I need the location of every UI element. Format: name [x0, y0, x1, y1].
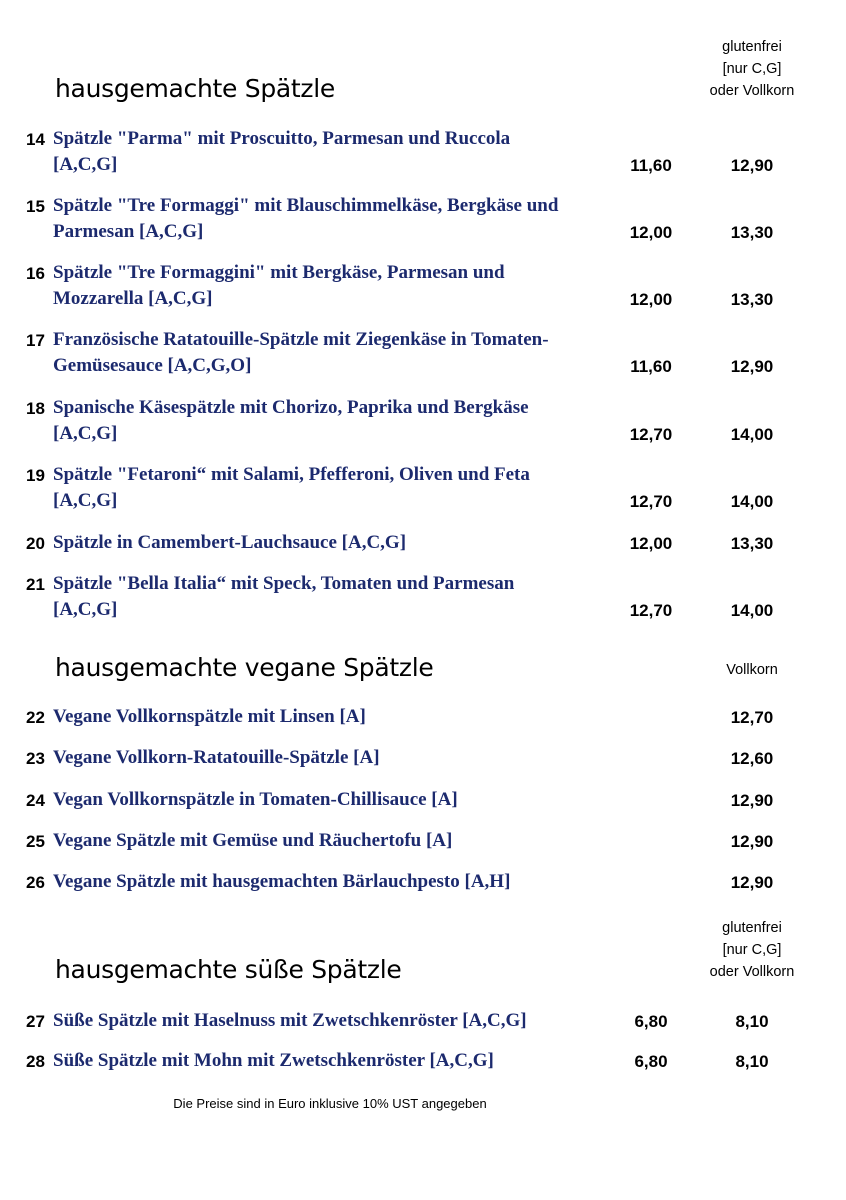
- item-number: 27: [26, 1012, 45, 1031]
- item-description: Spanische Käsespätzle mit Chorizo, Paprika und Bergkäse [A,C,G]: [53, 397, 529, 444]
- item-number: 24: [26, 791, 45, 810]
- price-glutenfree: 12,90: [730, 156, 774, 175]
- price-regular: 12,00: [629, 290, 673, 309]
- item-number: 16: [26, 264, 45, 283]
- item-description: Vegane Vollkorn-Ratatouille-Spätzle [A]: [53, 747, 380, 768]
- price-regular: 12,70: [629, 492, 673, 511]
- price-glutenfree: 14,00: [730, 601, 774, 620]
- price-glutenfree: 12,90: [730, 357, 774, 376]
- price-glutenfree: 8,10: [735, 1012, 769, 1031]
- item-description: Vegane Spätzle mit hausgemachten Bärlauchpesto [A,H]: [53, 871, 511, 892]
- item-description: Spätzle "Parma" mit Proscuitto, Parmesan und Ruccola [A,C,G]: [53, 128, 511, 175]
- price-regular: 12,70: [629, 425, 673, 444]
- section-title-sweet: hausgemachte süße Spätzle: [55, 955, 402, 984]
- item-description: Vegane Spätzle mit Gemüse und Räuchertofu [A]: [53, 830, 453, 851]
- item-number: 28: [26, 1052, 45, 1071]
- price-glutenfree: 13,30: [730, 534, 774, 553]
- price-regular: 11,60: [630, 357, 672, 376]
- item-description: Süße Spätzle mit Haselnuss mit Zwetschkenröster [A,C,G]: [53, 1010, 527, 1031]
- column-header-line: Vollkorn: [726, 662, 778, 678]
- price-glutenfree: 14,00: [730, 492, 774, 511]
- item-description: Süße Spätzle mit Mohn mit Zwetschkenröster [A,C,G]: [53, 1050, 494, 1071]
- item-description: Französische Ratatouille-Spätzle mit Ziegenkäse in Tomaten- Gemüsesauce [A,C,G,O]: [53, 329, 549, 376]
- price-regular: 6,80: [634, 1012, 668, 1031]
- item-description: Spätzle "Tre Formaggini" mit Bergkäse, Parmesan und Mozzarella [A,C,G]: [53, 262, 505, 309]
- section-title-vegan: hausgemachte vegane Spätzle: [55, 653, 434, 682]
- column-header-line: oder Vollkorn: [709, 964, 795, 980]
- price-regular: 11,60: [630, 156, 672, 175]
- column-header-line: glutenfrei: [722, 920, 782, 936]
- section-title-spaetzle: hausgemachte Spätzle: [55, 74, 335, 103]
- price-wholegrain: 12,60: [730, 749, 774, 768]
- column-header-wholegrain: [690, 659, 814, 681]
- item-number: 26: [26, 873, 45, 892]
- price-wholegrain: 12,90: [730, 832, 774, 851]
- item-number: 17: [26, 331, 45, 350]
- price-regular: 6,80: [634, 1052, 668, 1071]
- column-header-line: [nur C,G]: [722, 61, 782, 77]
- price-wholegrain: 12,90: [730, 873, 774, 892]
- item-number: 14: [26, 130, 45, 149]
- column-header-glutenfree: [690, 917, 814, 983]
- item-number: 23: [26, 749, 45, 768]
- item-number: 20: [26, 534, 45, 553]
- item-description: Spätzle in Camembert-Lauchsauce [A,C,G]: [53, 532, 407, 553]
- price-regular: 12,00: [629, 534, 673, 553]
- column-header-line: glutenfrei: [722, 39, 782, 55]
- item-number: 18: [26, 399, 45, 418]
- price-glutenfree: 14,00: [730, 425, 774, 444]
- column-header-line: [nur C,G]: [722, 942, 782, 958]
- item-number: 22: [26, 708, 45, 727]
- item-number: 21: [26, 575, 45, 594]
- price-glutenfree: 8,10: [735, 1052, 769, 1071]
- price-footnote: Die Preise sind in Euro inklusive 10% UST angegeben: [173, 1096, 487, 1111]
- item-description: Spätzle "Bella Italia“ mit Speck, Tomaten und Parmesan [A,C,G]: [53, 573, 515, 620]
- item-description: Spätzle "Fetaroni“ mit Salami, Pfefferoni, Oliven und Feta [A,C,G]: [53, 464, 530, 511]
- price-regular: 12,00: [629, 223, 673, 242]
- column-header-line: oder Vollkorn: [709, 83, 795, 99]
- item-description: Vegane Vollkornspätzle mit Linsen [A]: [53, 706, 366, 727]
- column-header-glutenfree: [690, 36, 814, 102]
- item-number: 15: [26, 197, 45, 216]
- item-number: 25: [26, 832, 45, 851]
- item-number: 19: [26, 466, 45, 485]
- price-wholegrain: 12,70: [730, 708, 774, 727]
- price-regular: 12,70: [629, 601, 673, 620]
- price-glutenfree: 13,30: [730, 223, 774, 242]
- price-wholegrain: 12,90: [730, 791, 774, 810]
- item-description: Spätzle "Tre Formaggi" mit Blauschimmelkäse, Bergkäse und Parmesan [A,C,G]: [53, 195, 559, 242]
- item-description: Vegan Vollkornspätzle in Tomaten-Chillisauce [A]: [53, 789, 458, 810]
- price-glutenfree: 13,30: [730, 290, 774, 309]
